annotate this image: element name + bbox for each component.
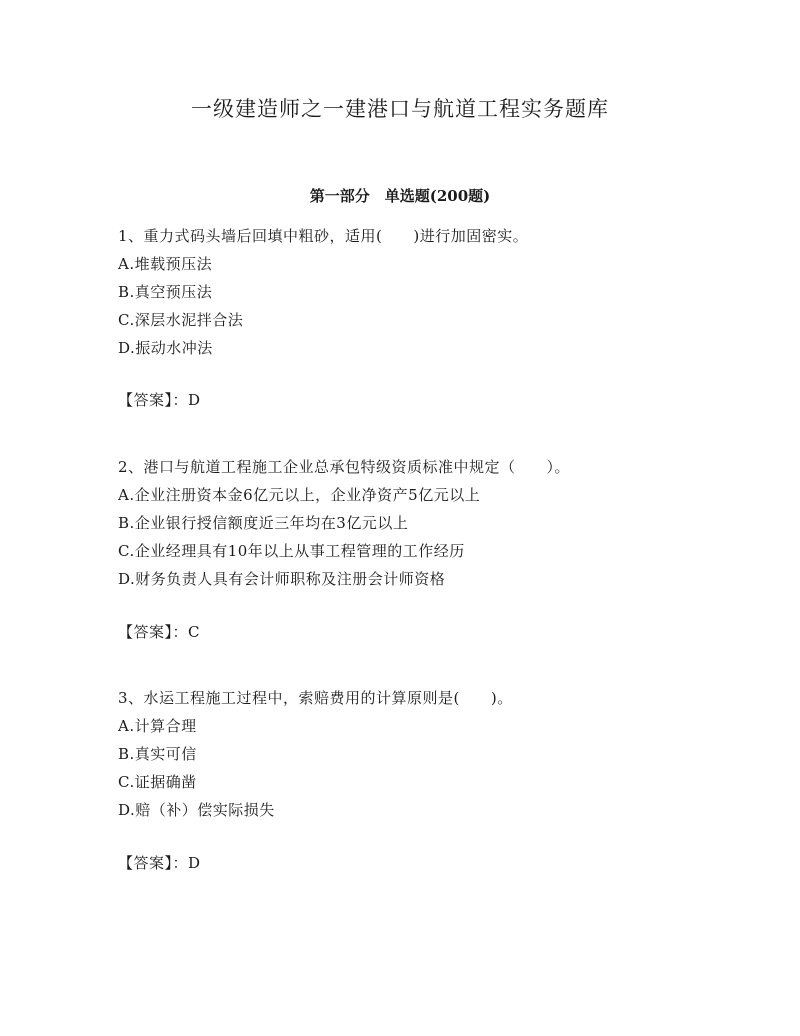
question-1 (118, 222, 758, 409)
option-d: D.赔（补）偿实际损失 (118, 801, 275, 819)
question-stem: 1、重力式码头墙后回填中粗砂，适用( )进行加固密实。 (118, 227, 529, 245)
answer-label: 【答案】：C (118, 623, 200, 641)
section-title: 第一部分 单选题(200题) (309, 187, 491, 205)
question-2 (118, 453, 758, 641)
question-3 (118, 684, 758, 872)
option-b: B.企业银行授信额度近三年均在3亿元以上 (118, 514, 409, 532)
question-stem: 2、港口与航道工程施工企业总承包特级资质标准中规定（ ）。 (118, 458, 571, 476)
option-d: D.财务负责人具有会计师职称及注册会计师资格 (118, 570, 446, 588)
question-stem: 3、水运工程施工过程中，索赔费用的计算原则是( )。 (118, 689, 513, 707)
option-a: A.堆载预压法 (118, 255, 213, 273)
option-a: A.计算合理 (118, 717, 197, 735)
option-a: A.企业注册资本金6亿元以上，企业净资产5亿元以上 (118, 486, 481, 504)
question-options (118, 250, 758, 362)
option-b: B.真实可信 (118, 745, 197, 763)
option-c: C.企业经理具有10年以上从事工程管理的工作经历 (118, 542, 465, 560)
option-c: C.深层水泥拌合法 (118, 311, 244, 329)
option-b: B.真空预压法 (118, 283, 213, 301)
option-c: C.证据确凿 (118, 773, 197, 791)
answer-label: 【答案】：D (118, 391, 201, 409)
document-title: 一级建造师之一建港口与航道工程实务题库 (191, 97, 609, 121)
option-d: D.振动水冲法 (118, 339, 213, 357)
answer-label: 【答案】：D (118, 854, 201, 872)
question-options (118, 481, 758, 593)
question-options (118, 712, 758, 824)
